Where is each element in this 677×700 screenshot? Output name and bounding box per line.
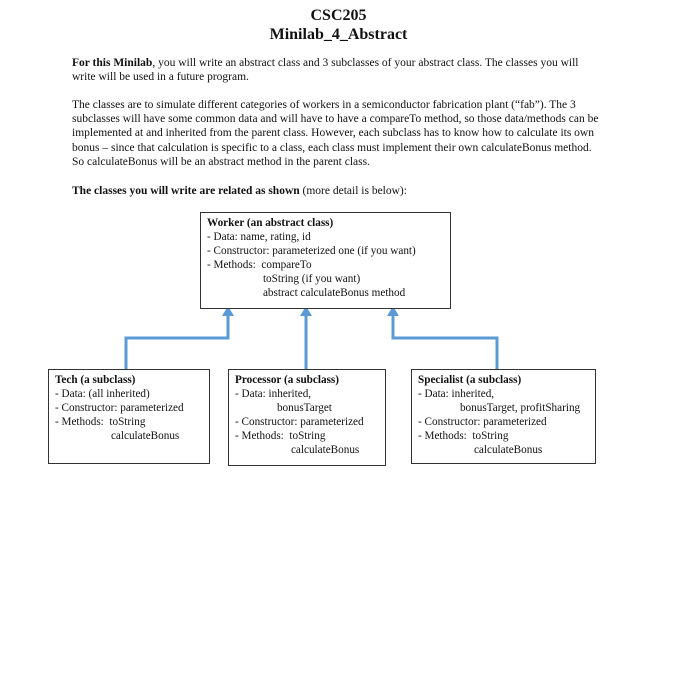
specialist-data-line: - Data: inherited,: [418, 388, 495, 400]
description-paragraph: The classes are to simulate different categories of workers in a semiconductor fabrication plant (“fab”). The 3 subclasses will have some common data and will have to have a compareTo method, so those data/methods can be implemented at and inherited from the parent class. However, each subclass has to know how to calculate its own bonus – since that calculation is specific to a class, each class must implement their own calculateBonus method. So calculateBonus will be an abstract method in the parent class.: [72, 99, 599, 168]
worker-constructor-line: - Constructor: parameterized one (if you want): [207, 245, 416, 257]
processor-data-line: - Data: inherited,: [235, 388, 312, 400]
processor-methods-line: - Methods: toString: [235, 430, 326, 442]
worker-methods-line: toString (if you want): [207, 273, 361, 285]
specialist-methods-line: calculateBonus: [418, 444, 543, 456]
tech-constructor-line: - Constructor: parameterized: [55, 402, 184, 414]
specialist-class-box: [411, 369, 596, 464]
worker-methods-line: - Methods: compareTo: [207, 259, 312, 271]
tech-class-heading: Tech (a subclass): [55, 374, 136, 386]
relation-text: (more detail is below):: [299, 185, 407, 197]
worker-data-line: - Data: name, rating, id: [207, 231, 311, 243]
tech-connector: [126, 314, 228, 369]
processor-class-box: [228, 369, 386, 466]
tech-data-line: - Data: (all inherited): [55, 388, 150, 400]
tech-methods-line: - Methods: toString: [55, 416, 146, 428]
tech-class-box: [48, 369, 210, 464]
processor-methods-line: calculateBonus: [235, 444, 360, 456]
specialist-constructor-line: - Constructor: parameterized: [418, 416, 547, 428]
worker-class-heading: Worker (an abstract class): [207, 217, 334, 229]
processor-data-line: bonusTarget: [235, 402, 332, 414]
processor-constructor-line: - Constructor: parameterized: [235, 416, 364, 428]
course-code: CSC205: [310, 7, 367, 24]
specialist-class-heading: Specialist (a subclass): [418, 374, 522, 386]
worker-class-box: [200, 212, 451, 309]
intro-text: , you will write an abstract class and 3 subclasses of your abstract class. The classes you will write will be used in a future program.: [72, 57, 579, 84]
relation-bold: The classes you will write are related as shown: [72, 185, 300, 197]
specialist-connector: [393, 314, 497, 369]
processor-class-heading: Processor (a subclass): [235, 374, 339, 386]
worker-methods-line: abstract calculateBonus method: [207, 287, 406, 299]
specialist-data-line: bonusTarget, profitSharing: [418, 402, 581, 414]
specialist-methods-line: - Methods: toString: [418, 430, 509, 442]
tech-methods-line: calculateBonus: [55, 430, 180, 442]
intro-bold: For this Minilab: [72, 57, 153, 69]
page-title: Minilab_4_Abstract: [269, 26, 408, 43]
